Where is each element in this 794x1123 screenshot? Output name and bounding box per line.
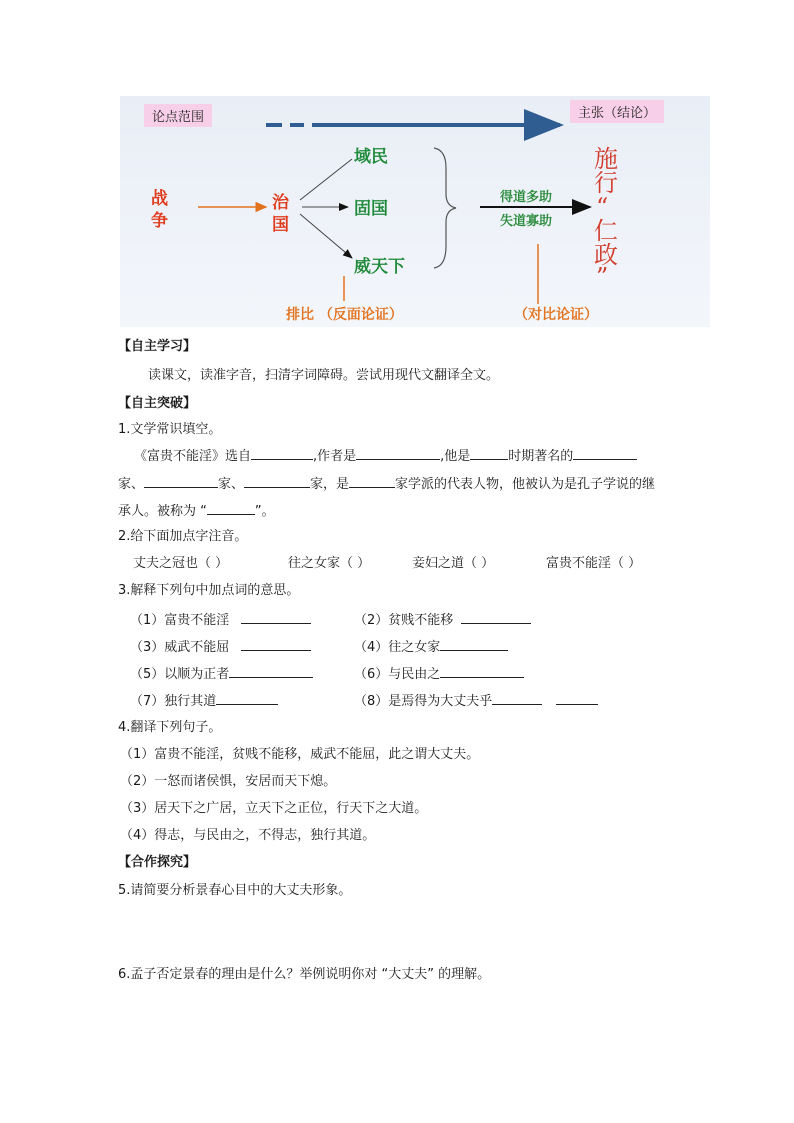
answer-blank[interactable] — [349, 474, 395, 488]
answer-blank[interactable] — [244, 474, 310, 488]
answer-blank[interactable] — [144, 474, 218, 488]
q2-item-3: 妾妇之道（ ） — [412, 556, 495, 571]
branch-yumin: 域民 — [354, 147, 388, 167]
q1-text: 《富贵不能淫》选自 — [134, 449, 252, 464]
q1-text: 家、 — [118, 477, 145, 492]
q3-text: （7）独行其道 — [130, 694, 217, 709]
claim-label: 主张（结论） — [570, 100, 664, 123]
q1-text: ”。 — [254, 504, 275, 519]
q3-text: （2）贫贱不能移 — [354, 613, 454, 628]
conclusion-char-1: 施 — [594, 145, 618, 173]
parallel-label: 排比 （反面论证） — [286, 307, 403, 323]
answer-blank[interactable] — [492, 691, 542, 705]
answer-blank[interactable] — [556, 691, 598, 705]
q1-text: 家，是 — [310, 477, 350, 492]
scope-label: 论点范围 — [144, 104, 212, 127]
answer-blank[interactable] — [356, 446, 440, 460]
argument-structure-diagram — [120, 96, 710, 327]
answer-blank[interactable] — [229, 664, 313, 678]
q1-line-1 — [134, 446, 637, 466]
q3-text: （8）是焉得为大丈夫乎 — [354, 694, 493, 709]
war-char-1: 战 — [151, 189, 168, 209]
conclusion-quote-close: ” — [596, 263, 609, 291]
answer-blank[interactable] — [440, 637, 508, 651]
q1-text: 家学派的代表人物，他被认为是孔子学说的继 — [395, 477, 656, 492]
contrast-label: （对比论证） — [514, 307, 598, 323]
answer-blank[interactable] — [470, 446, 508, 460]
q2-title: 2.给下面加点字注音。 — [118, 529, 248, 544]
q1-text: 时期著名的 — [508, 449, 574, 464]
q1-line-3 — [118, 501, 275, 521]
q2-item-1: 丈夫之冠也（ ） — [133, 556, 229, 571]
q1-text: 承人。被称为 “ — [118, 504, 207, 519]
help-many: 得道多助 — [500, 190, 553, 205]
govern-char-2: 国 — [272, 215, 289, 235]
help-few: 失道寡助 — [500, 214, 553, 229]
q1-title: 1.文学常识填空。 — [118, 422, 222, 437]
diagram-lines — [120, 96, 710, 327]
q3-title: 3.解释下列句中加点词的意思。 — [118, 583, 300, 598]
q4-item-2: （2）一怒而诸侯惧，安居而天下熄。 — [120, 774, 337, 789]
q3-item-5 — [130, 664, 313, 684]
q3-item-4 — [354, 637, 508, 657]
q1-text: ,他是 — [440, 449, 471, 464]
q6-title: 6.孟子否定景春的理由是什么？举例说明你对 “大丈夫” 的理解。 — [118, 967, 491, 982]
conclusion-quote-open: “ — [596, 193, 609, 221]
q1-text: ,作者是 — [313, 449, 357, 464]
answer-blank[interactable] — [241, 610, 311, 624]
conclusion-char-4: 政 — [594, 241, 618, 269]
q4-item-1: （1）富贵不能淫，贫贱不能移，威武不能屈，此之谓大丈夫。 — [120, 747, 480, 762]
q4-item-4: （4）得志，与民由之，不得志，独行其道。 — [120, 828, 376, 843]
q3-text: （5）以顺为正者 — [130, 667, 230, 682]
answer-blank[interactable] — [461, 610, 531, 624]
q2-item-4: 富贵不能淫（ ） — [546, 556, 642, 571]
answer-blank[interactable] — [241, 637, 311, 651]
q4-title: 4.翻译下列句子。 — [118, 720, 222, 735]
q3-text: （6）与民由之 — [354, 667, 441, 682]
answer-blank[interactable] — [207, 501, 255, 515]
q1-line-2 — [118, 474, 655, 494]
answer-blank[interactable] — [440, 664, 524, 678]
cooperate-heading: 【合作探究】 — [118, 855, 197, 870]
conclusion-char-3: 仁 — [594, 217, 618, 245]
q3-item-8 — [354, 691, 598, 711]
breakthrough-heading: 【自主突破】 — [118, 396, 197, 411]
branch-guguo: 固国 — [354, 199, 388, 219]
answer-blank[interactable] — [573, 446, 637, 460]
self-study-text: 读课文，读准字音，扫清字词障碍。尝试用现代文翻译全文。 — [148, 368, 500, 383]
q2-item-2: 往之女家（ ） — [288, 556, 371, 571]
q3-text: （3）威武不能屈 — [130, 640, 230, 655]
q3-item-6 — [354, 664, 524, 684]
govern-char-1: 治 — [272, 193, 289, 213]
self-study-heading: 【自主学习】 — [118, 339, 197, 354]
answer-blank[interactable] — [251, 446, 313, 460]
branch-weitianxia: 威天下 — [354, 257, 405, 277]
q1-text: 家、 — [218, 477, 245, 492]
q4-item-3: （3）居天下之广居，立天下之正位，行天下之大道。 — [120, 801, 428, 816]
q5-title: 5.请简要分析景春心目中的大丈夫形象。 — [118, 883, 352, 898]
q3-item-3 — [130, 637, 311, 657]
q3-item-7 — [130, 691, 278, 711]
q3-item-1 — [130, 610, 311, 630]
answer-blank[interactable] — [216, 691, 278, 705]
q3-item-2 — [354, 610, 531, 630]
q3-text: （4）往之女家 — [354, 640, 441, 655]
conclusion-char-2: 行 — [594, 169, 618, 197]
war-char-2: 争 — [151, 211, 168, 231]
q3-text: （1）富贵不能淫 — [130, 613, 230, 628]
